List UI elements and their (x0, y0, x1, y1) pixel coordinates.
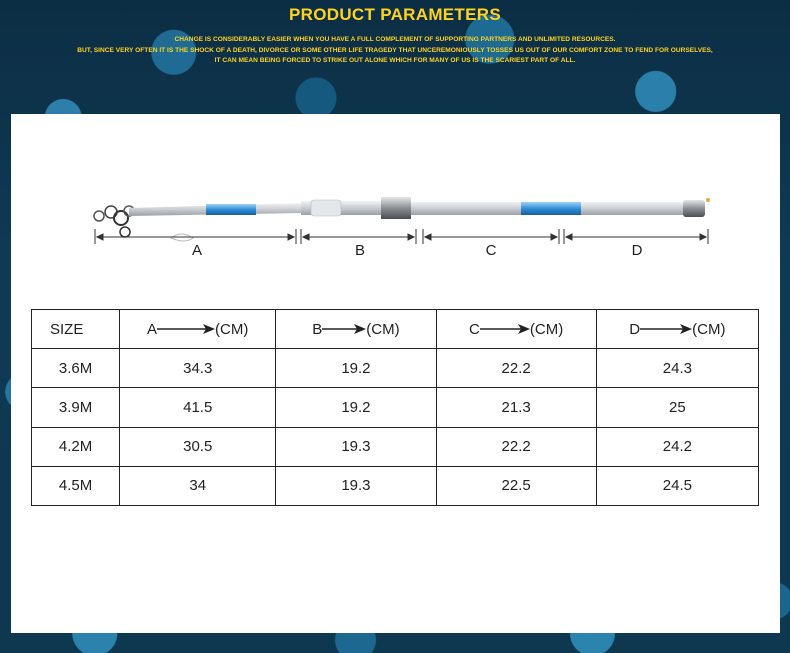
subtitle-line: BUT, SINCE VERY OFTEN IT IS THE SHOCK OF A DEATH, DIVORCE OR SOME OTHER LIFE TRAGEDY THAT UNCEREMONIOUSLY TOSSES US OUT OF OUR COMFORT ZONE TO FEND FOR OURSELVES, (77, 46, 713, 54)
page-title: PRODUCT PARAMETERS (289, 5, 501, 24)
cell-c: 21.3 (436, 388, 596, 427)
product-panel (11, 114, 780, 633)
header-b-letter: B (312, 320, 323, 338)
cell-d: 24.2 (596, 427, 758, 466)
table-row (32, 388, 759, 427)
cell-b: 19.3 (276, 427, 436, 466)
rod-body (129, 197, 710, 219)
table-row (32, 349, 759, 388)
subtitle-line: CHANGE IS CONSIDERABLY EASIER WHEN YOU HAVE A FULL COMPLEMENT OF SUPPORTING PARTNERS AND UNLIMITED RESOURCES. (174, 36, 616, 43)
cell-a: 41.5 (120, 388, 276, 427)
header-a-letter: A (147, 320, 158, 338)
cell-d: 24.3 (596, 349, 758, 388)
fishing-rod-illustration (11, 114, 780, 284)
header-d (596, 310, 758, 349)
cell-c: 22.2 (436, 427, 596, 466)
cell-b: 19.2 (276, 388, 436, 427)
cell-d: 25 (596, 388, 758, 427)
table-header-row (32, 310, 759, 349)
arrow-right-icon (640, 324, 692, 334)
arrow-right-icon (157, 324, 215, 334)
arrow-right-icon (322, 324, 366, 334)
header-b-unit: (CM) (366, 320, 400, 338)
cell-a: 34 (120, 466, 276, 505)
header-d-unit: (CM) (692, 320, 726, 338)
subtitle-line: IT CAN MEAN BEING FORCED TO STRIKE OUT ALONE WHICH FOR MANY OF US IS THE SCARIEST PART OF ALL. (214, 57, 576, 64)
segment-label-c: C (485, 242, 497, 259)
header-a (120, 310, 276, 349)
segment-label-d: D (631, 242, 643, 259)
table-row (32, 466, 759, 505)
rod-diagram (11, 114, 780, 284)
cell-c: 22.5 (436, 466, 596, 505)
cell-b: 19.3 (276, 466, 436, 505)
header-b (276, 310, 436, 349)
cell-size: 4.2M (32, 427, 120, 466)
cell-c: 22.2 (436, 349, 596, 388)
product-parameters-table (31, 309, 759, 506)
cell-size: 3.6M (32, 349, 120, 388)
header-a-unit: (CM) (215, 320, 249, 338)
header-c (436, 310, 596, 349)
arrow-right-icon (480, 324, 530, 334)
cell-b: 19.2 (276, 349, 436, 388)
header-c-letter: C (469, 320, 480, 338)
cell-size: 4.5M (32, 466, 120, 505)
cell-a: 34.3 (120, 349, 276, 388)
segment-label-b: B (354, 242, 365, 259)
header-size: SIZE (32, 310, 120, 349)
cell-a: 30.5 (120, 427, 276, 466)
table-row (32, 427, 759, 466)
header-d-letter: D (629, 320, 641, 338)
header-c-unit: (CM) (529, 320, 564, 338)
page-subtitle (30, 35, 760, 67)
cell-size: 3.9M (32, 388, 120, 427)
segment-label-a: A (191, 242, 202, 259)
cell-d: 24.5 (596, 466, 758, 505)
